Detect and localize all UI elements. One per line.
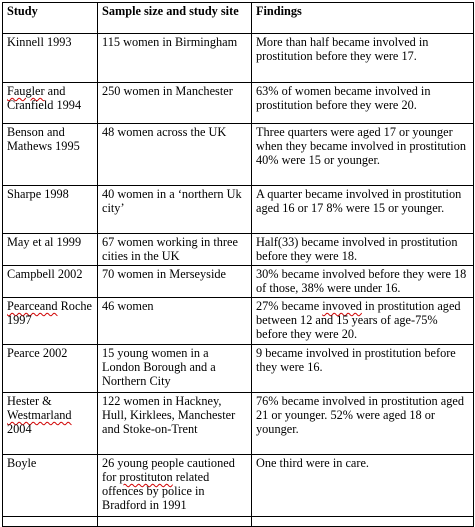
misspelled-word: Westmarland — [7, 408, 72, 422]
studies-table — [2, 2, 474, 527]
cell-study: Boyle — [3, 455, 98, 517]
cell-findings: One third were in care. — [252, 455, 474, 517]
cell-study: Kinnell 1993 — [3, 34, 98, 83]
table-row — [3, 266, 474, 298]
header-findings: Findings — [252, 3, 474, 34]
misspelled-word: invoved — [322, 299, 362, 313]
table-row — [3, 298, 474, 345]
cell-empty — [98, 517, 252, 527]
cell-findings: 30% became involved before they were 18 of those, 38% were under 16. — [252, 266, 474, 298]
cell-study: Benson and Mathews 1995 — [3, 124, 98, 186]
cell-sample: 26 young people cautioned for prostituton related offences by police in Bradford in 1991 — [98, 455, 252, 517]
cell-study: Hester & Westmarland 2004 — [3, 393, 98, 455]
table-row-empty — [3, 517, 474, 527]
cell-findings: More than half became involved in prostitution before they were 17. — [252, 34, 474, 83]
cell-sample: 40 women in a ‘northern Uk city’ — [98, 186, 252, 234]
table-row — [3, 186, 474, 234]
cell-findings: 63% of women became involved in prostitution before they were 20. — [252, 83, 474, 124]
cell-findings: 9 became involved in prostitution before they were 16. — [252, 345, 474, 393]
cell-study: Pearceand Roche 1997 — [3, 298, 98, 345]
table-row — [3, 83, 474, 124]
cell-sample: 70 women in Merseyside — [98, 266, 252, 298]
cell-findings: A quarter became involved in prostitution aged 16 or 17 8% were 15 or younger. — [252, 186, 474, 234]
table-row — [3, 234, 474, 266]
cell-sample: 46 women — [98, 298, 252, 345]
cell-sample: 115 women in Birmingham — [98, 34, 252, 83]
misspelled-word: Pearceand — [7, 299, 58, 313]
header-study: Study — [3, 3, 98, 34]
cell-sample: 122 women in Hackney, Hull, Kirklees, Manchester and Stoke-on-Trent — [98, 393, 252, 455]
header-sample: Sample size and study site — [98, 3, 252, 34]
cell-findings: 27% became invoved in prostitution aged between 12 and 15 years of age-75% before they were 20. — [252, 298, 474, 345]
cell-empty — [3, 517, 98, 527]
table-row — [3, 34, 474, 83]
cell-sample: 15 young women in a London Borough and a Northern City — [98, 345, 252, 393]
table-row — [3, 124, 474, 186]
cell-study: Sharpe 1998 — [3, 186, 98, 234]
cell-study: Faugler and Cranfield 1994 — [3, 83, 98, 124]
cell-empty — [252, 517, 474, 527]
header-row — [3, 3, 474, 34]
cell-study: Campbell 2002 — [3, 266, 98, 298]
cell-findings: Three quarters were aged 17 or younger when they became involved in prostitution 40% were 15 or younger. — [252, 124, 474, 186]
misspelled-word: Faugler — [7, 84, 45, 98]
cell-sample: 67 women working in three cities in the UK — [98, 234, 252, 266]
misspelled-word: prostituton — [119, 470, 173, 484]
table-row — [3, 455, 474, 517]
cell-sample: 250 women in Manchester — [98, 83, 252, 124]
cell-findings: Half(33) became involved in prostitution before they were 18. — [252, 234, 474, 266]
table-row — [3, 393, 474, 455]
table-row — [3, 345, 474, 393]
cell-sample: 48 women across the UK — [98, 124, 252, 186]
cell-findings: 76% became involved in prostitution aged 21 or younger. 52% were aged 18 or younger. — [252, 393, 474, 455]
cell-study: Pearce 2002 — [3, 345, 98, 393]
cell-study: May et al 1999 — [3, 234, 98, 266]
